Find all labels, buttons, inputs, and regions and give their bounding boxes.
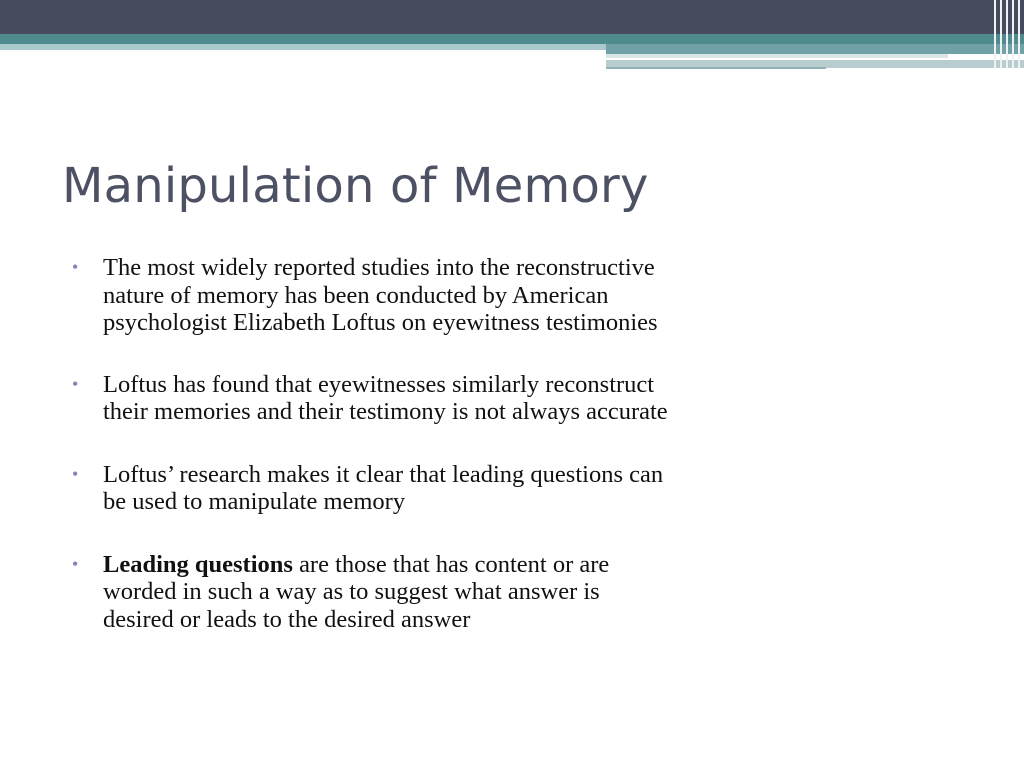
- header-band-teal: [0, 34, 1024, 44]
- header-accent-line: [606, 54, 948, 58]
- bullet-item: [72, 461, 672, 516]
- bullet-term: Leading questions: [103, 550, 293, 578]
- bullet-text: Loftus has found that eyewitnesses similarly reconstruct their memories and their testimony is not always accurate: [103, 370, 668, 425]
- header-accent-band: [606, 44, 1024, 54]
- bullet-text: Loftus’ research makes it clear that leading questions can be used to manipulate memory: [103, 460, 664, 515]
- bullet-item: [72, 254, 672, 337]
- bullet-icon: •: [72, 463, 79, 484]
- bullet-icon: •: [72, 257, 79, 277]
- slide-title: Manipulation of Memory: [62, 158, 649, 214]
- bullet-text: are those that has content or are worded in such a way as to suggest what answer is desired or leads to the desired answer: [103, 550, 610, 633]
- bullet-list: [72, 254, 672, 667]
- header-accent-rule: [606, 67, 826, 69]
- bullet-item: [72, 551, 672, 634]
- bullet-text: The most widely reported studies into the reconstructive nature of memory has been conducted by American psychologist Elizabeth Loftus on eyewitness testimonies: [103, 254, 658, 336]
- bullet-item: [72, 371, 672, 426]
- corner-stripes: [990, 0, 1024, 68]
- bullet-icon: •: [72, 373, 79, 394]
- header-band-dark: [0, 0, 1024, 34]
- bullet-icon: •: [72, 553, 79, 574]
